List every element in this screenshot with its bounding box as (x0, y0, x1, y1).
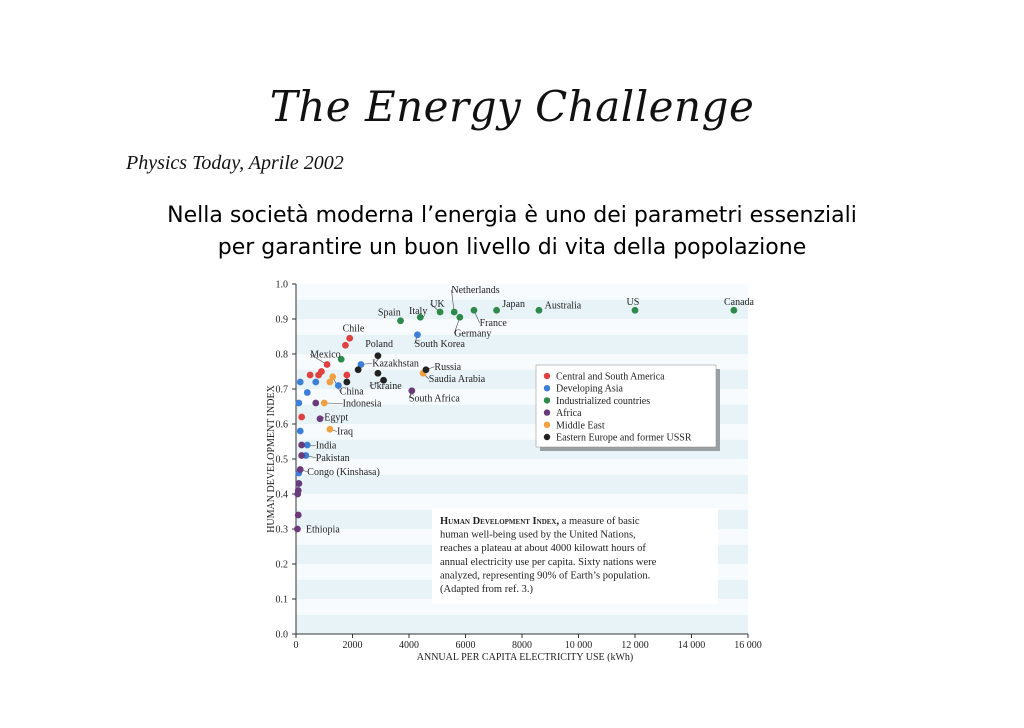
scatter-point (321, 400, 328, 407)
y-tick-label: 0.1 (275, 594, 288, 606)
scatter-point (298, 442, 305, 449)
country-label: Saudia Arabia (428, 374, 486, 385)
x-tick-label: 8000 (512, 640, 532, 651)
annotation (432, 508, 718, 604)
annotation-line: reaches a plateau at about 4000 kilowatt hours of (440, 543, 646, 555)
legend-marker (544, 385, 550, 391)
scatter-point (343, 372, 350, 379)
y-tick-label: 0.8 (275, 349, 288, 361)
scatter-point (451, 309, 458, 316)
country-label: Poland (365, 339, 393, 350)
legend-label: Central and South America (556, 371, 665, 383)
headline-line-2: per garantire un buon livello di vita della popolazione (217, 235, 807, 260)
plot-stripe (296, 494, 748, 510)
scatter-point (294, 526, 301, 533)
scatter-point (294, 491, 301, 498)
scatter-point (414, 331, 421, 338)
x-tick-label: 0 (293, 640, 299, 651)
country-label: Russia (434, 361, 462, 373)
annotation-line: (Adapted from ref. 3.) (440, 584, 534, 595)
scatter-point (304, 389, 311, 396)
scatter-point (312, 379, 319, 386)
y-tick-label: 0.6 (275, 419, 288, 431)
y-tick-label: 0.9 (275, 314, 288, 326)
scatter-point (295, 400, 302, 407)
country-label: Spain (377, 307, 401, 319)
scatter-point (493, 307, 500, 314)
scatter-point (346, 335, 353, 342)
country-label: Germany (454, 328, 492, 340)
scatter-point (318, 368, 325, 375)
country-label: Canada (723, 297, 754, 308)
legend-label: Eastern Europe and former USSR (556, 432, 692, 444)
scatter-point (298, 414, 305, 421)
scatter-point (298, 452, 305, 459)
x-axis-label: ANNUAL PER CAPITA ELECTRICITY USE (kWh) (416, 652, 634, 663)
scatter-point (295, 480, 302, 487)
country-label: Iraq (336, 426, 354, 438)
scatter-point (327, 379, 334, 386)
country-label: UK (430, 298, 445, 310)
country-label: Mexico (310, 349, 341, 361)
legend-label: Developing Asia (556, 383, 623, 395)
scatter-point (471, 307, 478, 314)
y-axis-label: HUMAN DEVELOPMENT INDEX (266, 385, 277, 533)
country-label: Ukraine (369, 381, 402, 392)
legend-label: Middle East (556, 420, 605, 432)
plot-stripe (296, 284, 748, 300)
annotation-line: Human Development Index, a measure of basic (440, 516, 640, 527)
y-tick-label: 0.4 (275, 489, 288, 501)
headline-line-1: Nella società moderna l’energia è uno dei parametri essenziali (167, 203, 857, 228)
scatter-point (536, 307, 543, 314)
country-label: South Korea (414, 339, 465, 350)
legend-marker (544, 409, 550, 415)
country-label: Ethiopia (305, 524, 340, 536)
scatter-point (324, 361, 331, 368)
country-label: Chile (342, 323, 365, 335)
country-label: Australia (544, 300, 582, 312)
slide-subtitle: Physics Today, Aprile 2002 (126, 152, 344, 174)
country-label: Congo (Kinshasa) (307, 466, 380, 478)
country-label: India (315, 440, 337, 452)
y-ticks (276, 280, 297, 641)
country-label: Netherlands (451, 284, 500, 296)
country-label: South Africa (409, 393, 460, 405)
country-label: Pakistan (315, 452, 350, 464)
y-tick-label: 0.3 (275, 524, 288, 536)
x-tick-label: 12 000 (621, 640, 649, 651)
x-tick-label: 2000 (342, 640, 363, 651)
country-label: Egypt (324, 412, 349, 424)
y-tick-label: 0.0 (275, 629, 288, 641)
x-tick-label: 10 000 (564, 640, 593, 651)
legend-marker (544, 397, 550, 403)
scatter-point (456, 314, 463, 321)
country-label: Kazakhstan (372, 358, 419, 370)
x-ticks (294, 634, 762, 651)
legend (536, 365, 720, 451)
country-label: China (339, 386, 364, 398)
annotation-line: annual electricity use per capita. Sixty nations were (440, 556, 657, 568)
scatter-point (297, 466, 304, 473)
country-label: Indonesia (342, 398, 382, 410)
scatter-point (375, 370, 382, 377)
country-label: Italy (409, 305, 428, 317)
annotation-line: human well-being used by the United Nations, (440, 529, 636, 541)
legend-marker (544, 373, 550, 379)
country-label: Japan (502, 298, 526, 310)
scatter-point (297, 379, 304, 386)
scatter-point (312, 400, 319, 407)
legend-label: Africa (556, 408, 582, 420)
y-tick-label: 0.2 (275, 559, 288, 571)
legend-label: Industrialized countries (556, 395, 651, 407)
scatter-point (423, 366, 430, 373)
x-tick-label: 16 000 (734, 640, 762, 651)
scatter-point (355, 366, 362, 373)
y-tick-label: 1.0 (275, 279, 288, 291)
scatter-point (307, 372, 314, 379)
country-label: US (626, 297, 640, 308)
y-tick-label: 0.5 (275, 454, 288, 466)
country-label: France (479, 318, 507, 329)
x-tick-label: 4000 (399, 640, 419, 651)
scatter-point (297, 428, 304, 435)
legend-marker (544, 422, 550, 428)
scatter-point (317, 415, 324, 422)
x-tick-label: 14 000 (677, 640, 706, 651)
legend-marker (544, 434, 550, 440)
scatter-point (343, 379, 350, 386)
annotation-line: analyzed, representing 90% of Earth’s population. (440, 570, 651, 582)
slide-title: The Energy Challenge (269, 82, 755, 131)
y-tick-label: 0.7 (275, 384, 288, 396)
scatter-point (342, 342, 349, 349)
scatter-point (327, 426, 334, 433)
x-tick-label: 6000 (455, 640, 476, 651)
scatter-point (295, 512, 302, 519)
